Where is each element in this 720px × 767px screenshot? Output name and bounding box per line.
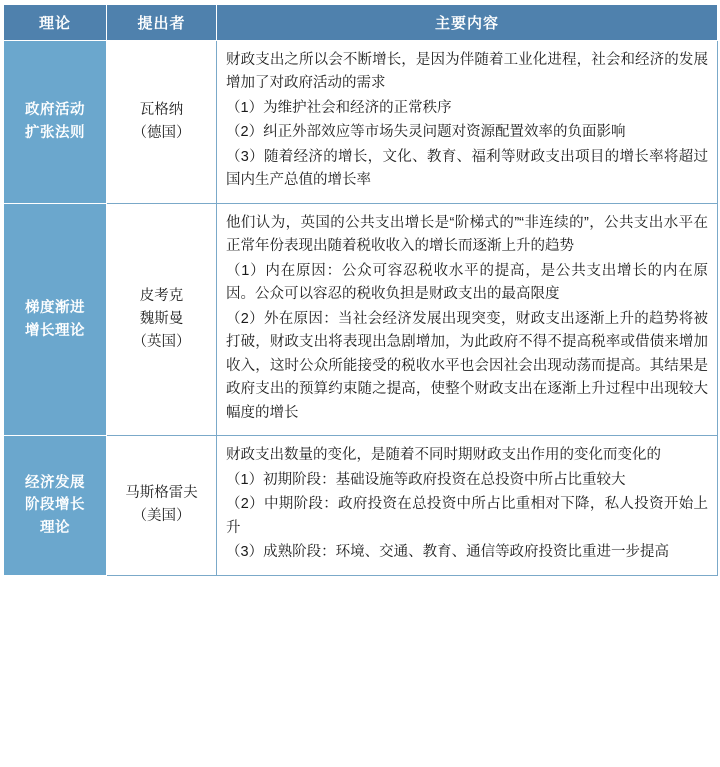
table-header-row xyxy=(4,5,718,41)
proposer-cell xyxy=(107,436,217,575)
proposer-line: 瓦格纳 xyxy=(139,101,184,118)
content-paragraph: （3）成熟阶段：环境、交通、教育、通信等政府投资比重进一步提高 xyxy=(226,544,670,561)
theory-table-container xyxy=(0,4,720,576)
theory-name-cell xyxy=(4,41,107,204)
proposer-line: 马斯格雷夫 xyxy=(125,485,198,502)
theory-table xyxy=(3,4,718,576)
theory-name-cell xyxy=(4,203,107,435)
proposer-cell xyxy=(107,41,217,204)
table-row xyxy=(4,436,718,575)
theory-name-line: 扩张法则 xyxy=(25,124,85,141)
table-row xyxy=(4,203,718,435)
column-header-content: 主要内容 xyxy=(217,5,718,41)
content-paragraph: （1）内在原因：公众可容忍税收水平的提高，是公共支出增长的内在原因。公众可以容忍的税收负担是财政支出的最高限度 xyxy=(226,262,708,303)
content-paragraph: （3）随着经济的增长，文化、教育、福利等财政支出项目的增长率将超过国内生产总值的增长率 xyxy=(226,148,708,189)
theory-name-line: 梯度渐进 xyxy=(25,300,85,317)
content-paragraph: （2）外在原因：当社会经济发展出现突变，财政支出逐渐上升的趋势将被打破，财政支出将表现出急剧增加，为此政府不得不提高税率或借债来增加收入，这时公众所能接受的税收水平也会因社会出现动荡而提高。其结果是政府支出的预算约束随之提高，使整个财政支出在逐渐上升过程中出现较大幅度的增长 xyxy=(226,310,708,421)
theory-name-line: 理论 xyxy=(40,519,70,536)
content-cell xyxy=(217,203,718,435)
proposer-line: （美国） xyxy=(132,508,191,525)
proposer-line: （德国） xyxy=(132,124,191,141)
content-paragraph: （2）中期阶段：政府投资在总投资中所占比重相对下降，私人投资开始上升 xyxy=(226,496,708,536)
content-paragraph: 他们认为，英国的公共支出增长是“阶梯式的”“非连续的”，公共支出水平在正常年份表现出随着税收收入的增长而逐渐上升的趋势 xyxy=(226,214,708,255)
content-paragraph: 财政支出之所以会不断增长，是因为伴随着工业化进程，社会和经济的发展增加了对政府活动的需求 xyxy=(226,52,708,92)
content-paragraph: （1）初期阶段：基础设施等政府投资在总投资中所占比重较大 xyxy=(226,471,626,488)
proposer-line: 魏斯曼 xyxy=(139,310,184,327)
content-paragraph: （1）为维护社会和经济的正常秩序 xyxy=(226,99,452,116)
theory-name-line: 增长理论 xyxy=(25,322,85,339)
table-row xyxy=(4,41,718,204)
theory-name-line: 经济发展 xyxy=(25,474,85,491)
proposer-cell xyxy=(107,203,217,435)
content-paragraph: （2）纠正外部效应等市场失灵问题对资源配置效率的负面影响 xyxy=(226,124,626,141)
proposer-line: （英国） xyxy=(132,334,191,351)
column-header-proposer: 提出者 xyxy=(107,5,217,41)
content-paragraph: 财政支出数量的变化，是随着不同时期财政支出作用的变化而变化的 xyxy=(226,447,661,464)
proposer-line: 皮考克 xyxy=(139,287,184,304)
theory-name-cell xyxy=(4,436,107,575)
theory-name-line: 阶段增长 xyxy=(25,497,85,514)
column-header-theory: 理论 xyxy=(4,5,107,41)
theory-name-line: 政府活动 xyxy=(25,102,85,119)
content-cell xyxy=(217,41,718,204)
content-cell xyxy=(217,436,718,575)
